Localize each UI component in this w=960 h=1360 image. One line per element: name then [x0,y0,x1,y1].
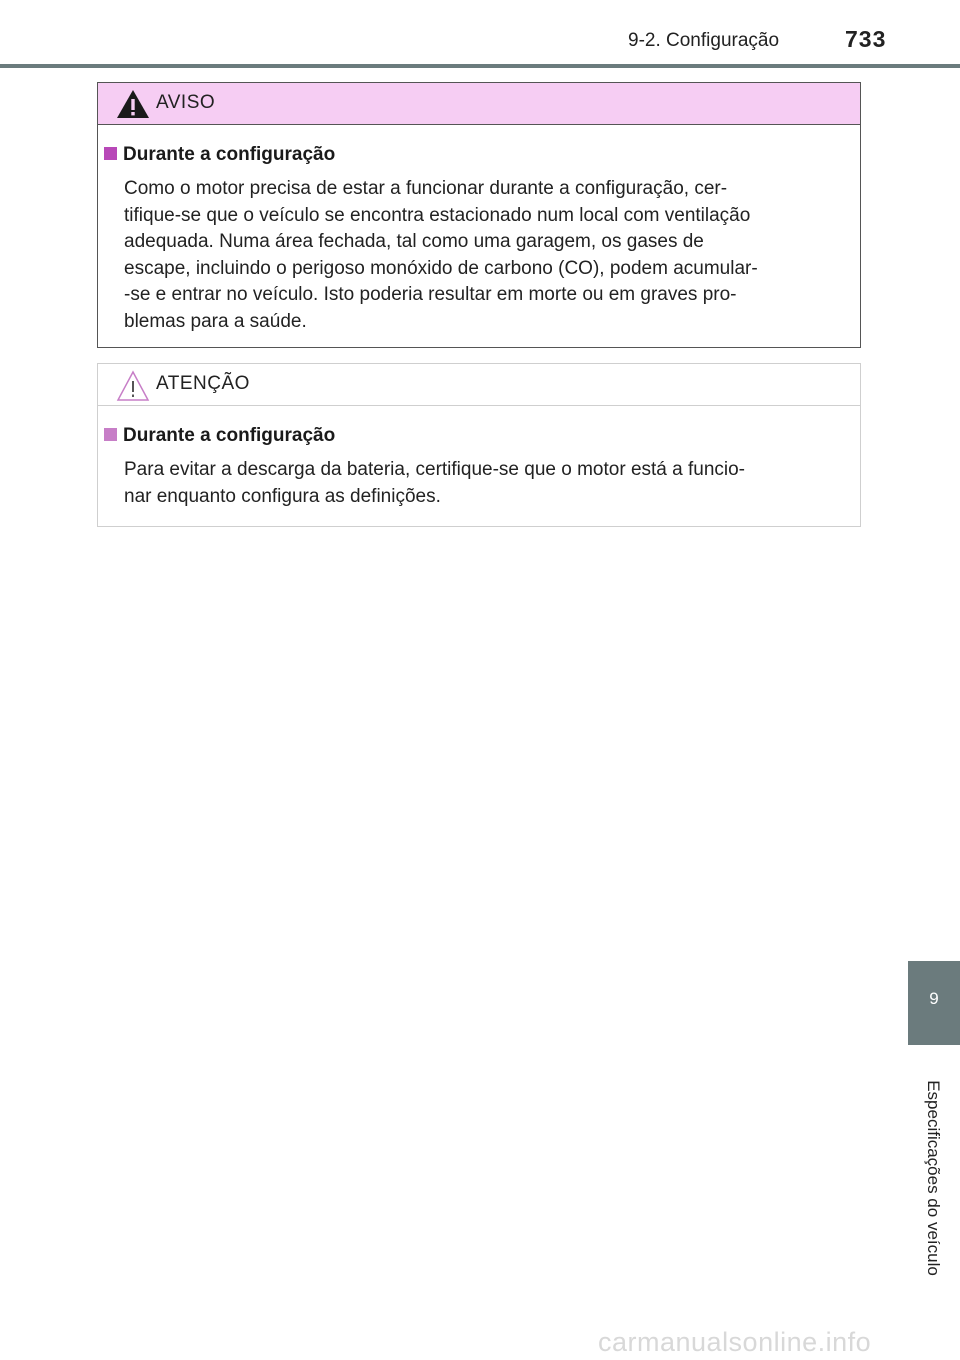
chapter-tab [908,961,960,1045]
chapter-number: 9 [929,989,939,1008]
watermark: carmanualsonline.info [598,1327,872,1357]
chapter-label [918,1058,948,1298]
warning-line: -se e entrar no veículo. Isto poderia resultar em morte ou em graves pro- [124,284,737,305]
warning-paragraph [124,176,846,335]
caution-subheading-text: Durante a configuração [123,425,336,446]
caution-title: ATENÇÃO [156,373,250,394]
warning-box-header [98,83,860,125]
warning-line: tifique-se que o veículo se encontra estacionado num local com ventilação [124,204,751,226]
caution-box-header [98,364,860,406]
bullet-square-icon [104,147,117,160]
chapter-label-text: Especificações do veículo [924,1080,943,1276]
caution-line: nar enquanto configura as definições. [124,485,441,507]
warning-box [97,82,861,348]
caution-paragraph [124,457,846,510]
caution-box [97,363,861,527]
caution-subheading [104,425,335,447]
caution-icon [116,370,150,402]
warning-line: adequada. Numa área fechada, tal como uma garagem, os gases de [124,231,704,252]
warning-line: blemas para a saúde. [124,310,307,332]
bullet-square-icon [104,428,117,441]
warning-line: Como o motor precisa de estar a funcionar durante a configuração, cer- [124,178,728,199]
warning-title: AVISO [156,92,216,113]
warning-icon [116,89,150,119]
header-rule [0,64,960,68]
page-number: 733 [845,26,887,52]
caution-line: Para evitar a descarga da bateria, certifique-se que o motor está a funcio- [124,459,746,480]
warning-line: escape, incluindo o perigoso monóxido de carbono (CO), podem acumular- [124,257,758,279]
warning-subheading-text: Durante a configuração [123,144,336,165]
header-section-title: 9-2. Configuração [628,30,780,51]
warning-subheading [104,144,335,166]
